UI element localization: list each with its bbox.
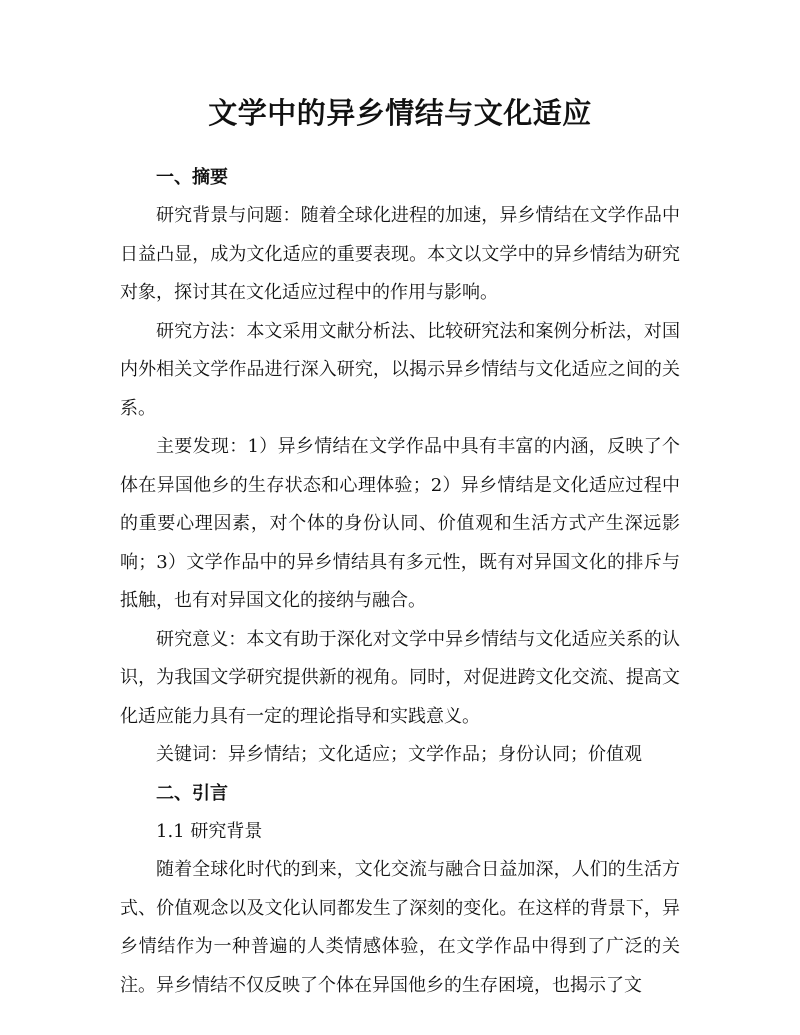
abstract-significance-paragraph: 研究意义：本文有助于深化对文学中异乡情结与文化适应关系的认识，为我国文学研究提供新的视角。同时，对促进跨文化交流、提高文化适应能力具有一定的理论指导和实践意义。 bbox=[120, 628, 680, 727]
document-title: 文学中的异乡情结与文化适应 bbox=[208, 96, 592, 130]
subsection-title: 1.1 研究背景 bbox=[156, 820, 263, 842]
keywords-line: 关键词：异乡情结；文化适应；文学作品；身份认同；价值观 bbox=[156, 744, 642, 765]
introduction-heading: 二、引言 bbox=[156, 782, 228, 804]
abstract-findings-paragraph: 主要发现：1）异乡情结在文学作品中具有丰富的内涵，反映了个体在异国他乡的生存状态和心理体验；2）异乡情结是文化适应过程中的重要心理因素，对个体的身份认同、价值观和生活方式产生深远影响；3）文学作品中的异乡情结具有多元性，既有对异国文化的排斥与抵触，也有对异国文化的接纳与融合。 bbox=[120, 436, 680, 611]
introduction-paragraph: 随着全球化时代的到来，文化交流与融合日益加深，人们的生活方式、价值观念以及文化认同都发生了深刻的变化。在这样的背景下，异乡情结作为一种普遍的人类情感体验，在文学作品中得到了广泛的关注。异乡情结不仅反映了个体在异国他乡的生存困境，也揭示了文 bbox=[120, 859, 680, 996]
abstract-methods-paragraph: 研究方法：本文采用文献分析法、比较研究法和案例分析法，对国内外相关文学作品进行深入研究，以揭示异乡情结与文化适应之间的关系。 bbox=[120, 320, 680, 419]
abstract-background-paragraph: 研究背景与问题：随着全球化进程的加速，异乡情结在文学作品中日益凸显，成为文化适应的重要表现。本文以文学中的异乡情结为研究对象，探讨其在文化适应过程中的作用与影响。 bbox=[120, 205, 680, 303]
abstract-heading: 一、摘要 bbox=[156, 167, 228, 188]
